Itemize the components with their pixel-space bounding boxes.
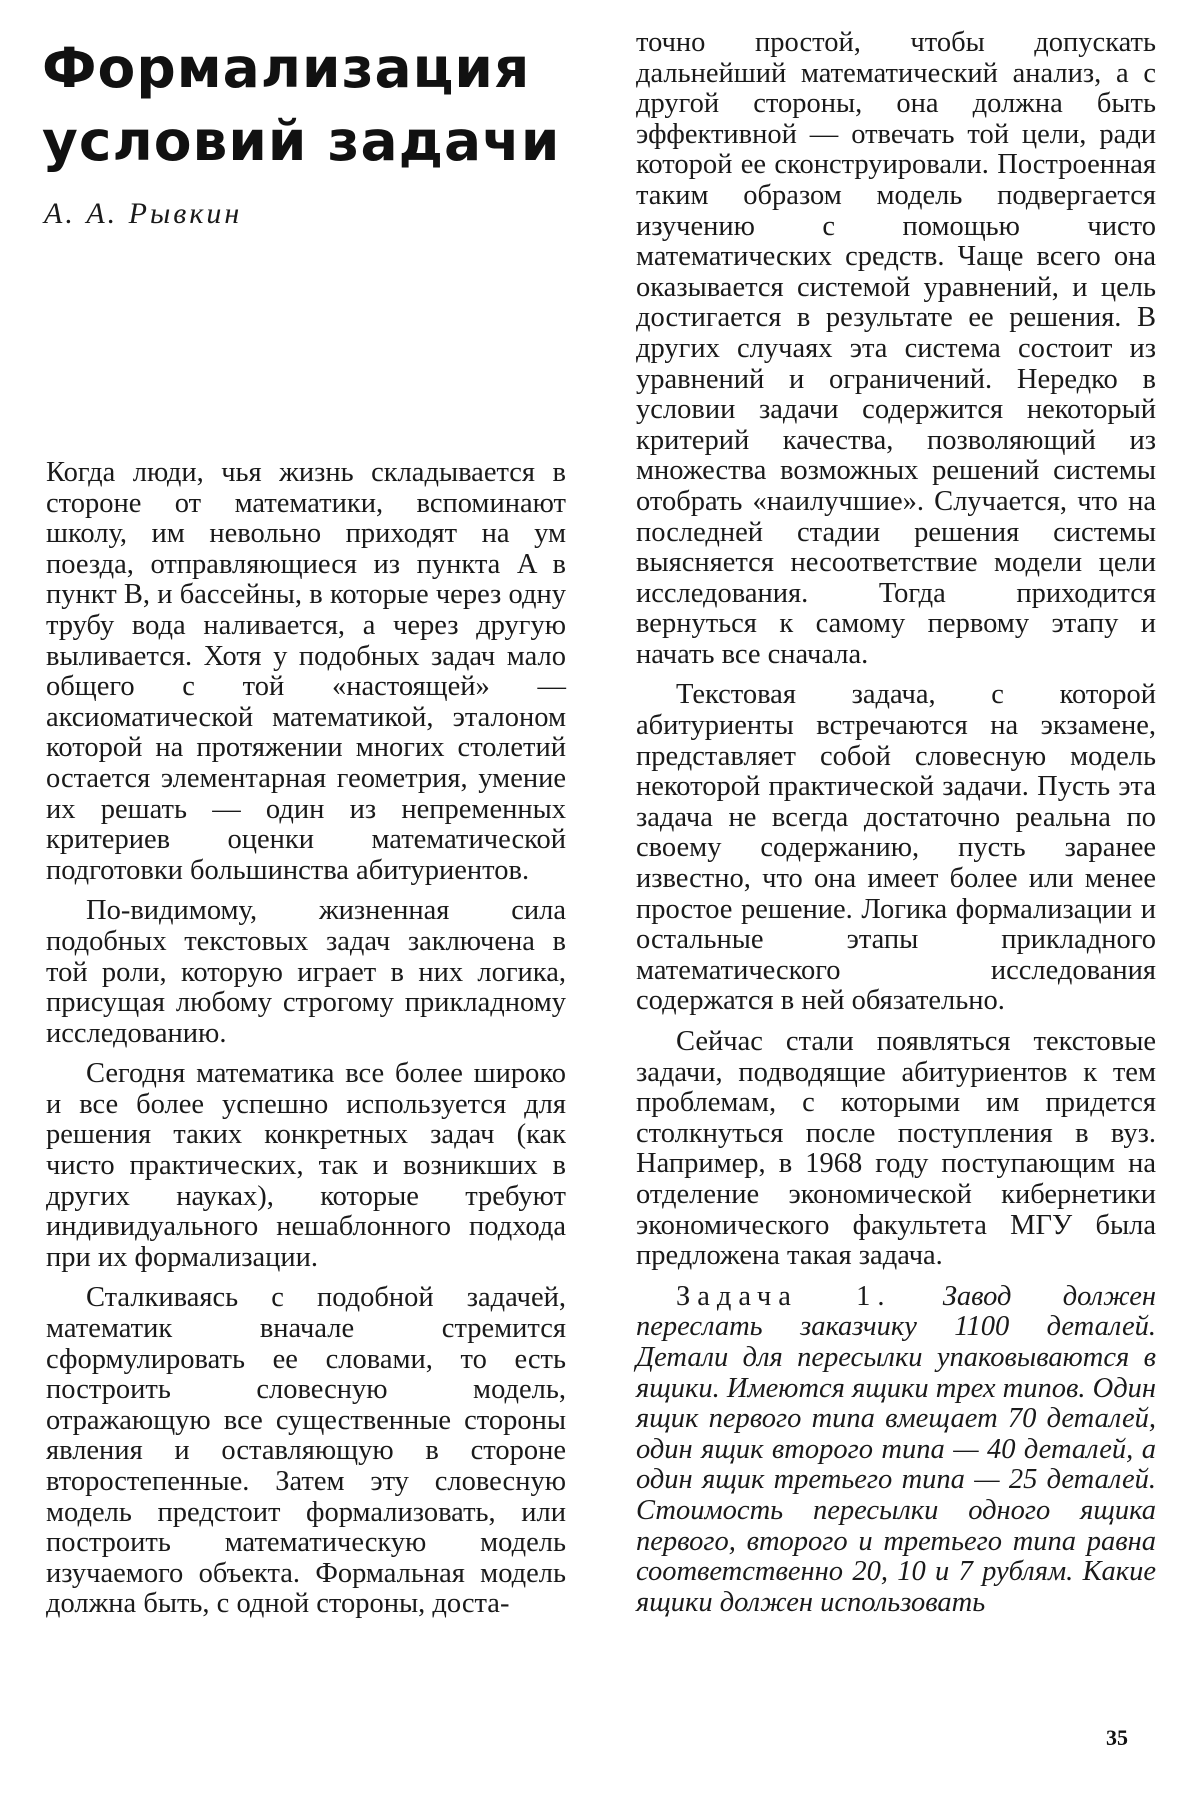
paragraph: Текстовая задача, с которой абитуриенты встречаются на экзамене, представляет собой словесную модель некоторой практической задачи. Пусть эта задача не всегда достаточно реальна по своему содержанию, пусть заранее известно, что она имеет более или менее простое решение. Логика формализации и остальные этапы прикладного математического исследования содержатся в ней обязательно. <box>636 679 1156 1017</box>
paragraph: Сегодня математика все более широко и все более успешно используется для решения таких конкретных задач (как чисто практических, так и возникших в других науках), которые требуют индивидуального нешаблонного подхода при их формализации. <box>46 1058 566 1273</box>
paragraph: точно простой, чтобы допускать дальнейший математический анализ, а с другой стороны, она должна быть эффективной — отвечать той цели, ради которой ее сконструировали. Построенная таким образом модель подвергается изучению с помощью чисто математических средств. Чаще всего она оказывается системой уравнений, и цель достигается в результате ее решения. В других случаях эта система состоит из уравнений и ограничений. Нередко в условии задачи содержится некоторый критерий качества, позволяющий из множества возможных решений системы отобрать «наилучшие». Случается, что на последней стадии решения системы выясняется несоответствие модели цели исследования. Тогда приходится вернуться к самому первому этапу и начать все сначала. <box>636 27 1156 670</box>
paragraph: Сейчас стали появляться текстовые задачи, подводящие абитуриентов к тем проблемам, с которыми им придется столкнуться после поступления в вуз. Например, в 1968 году поступающим на отделение экономической кибернетики экономического факультета МГУ была предложена такая задача. <box>636 1026 1156 1272</box>
paragraph: По-видимому, жизненная сила подобных текстовых задач заключена в той роли, которую играет в них логика, присущая любому строгому прикладному исследованию. <box>46 895 566 1049</box>
problem-label: Задача 1. <box>676 1280 892 1312</box>
paragraph: Сталкиваясь с подобной задачей, математик вначале стремится сформулировать ее словами, то есть построить словесную модель, отражающую все существенные стороны явления и оставляющую в стороне второстепенные. Затем эту словесную модель предстоит формализовать, или построить математическую модель изучаемого объекта. Формальная модель должна быть, с одной стороны, доста- <box>46 1282 566 1620</box>
title-line-2: условий задачи <box>42 109 561 173</box>
page-number: 35 <box>1106 1725 1128 1750</box>
article-author: А. А. Рывкин <box>44 197 243 230</box>
problem-text: Завод должен переслать заказчику 1100 деталей. Детали для пересылки упаковываются в ящики. Имеются ящики трех типов. Один ящик первого типа вмещает 70 деталей, один ящик второго типа — 40 деталей, а один ящик третьего типа — 25 деталей. Стоимость пересылки одного ящика первого, второго и третьего типа равна соответственно 20, 10 и 7 рублям. Какие ящики должен использовать <box>636 1280 1156 1618</box>
problem-paragraph <box>636 1282 1156 1619</box>
paragraph: Когда люди, чья жизнь складывается в стороне от математики, вспоминают школу, им невольно приходят на ум поезда, отправляющиеся из пункта A в пункт B, и бассейны, в которые через одну трубу вода наливается, а через другую выливается. Хотя у подобных задач мало общего с той «настоящей» — аксиоматической математикой, эталоном которой на протяжении многих столетий остается элементарная геометрия, умение их решать — один из непременных критериев оценки математической подготовки большинства абитуриентов. <box>46 457 566 886</box>
left-column <box>46 458 566 1620</box>
title-line-1: Формализация <box>42 36 531 100</box>
right-column <box>636 28 1156 1618</box>
article-title <box>42 32 602 178</box>
